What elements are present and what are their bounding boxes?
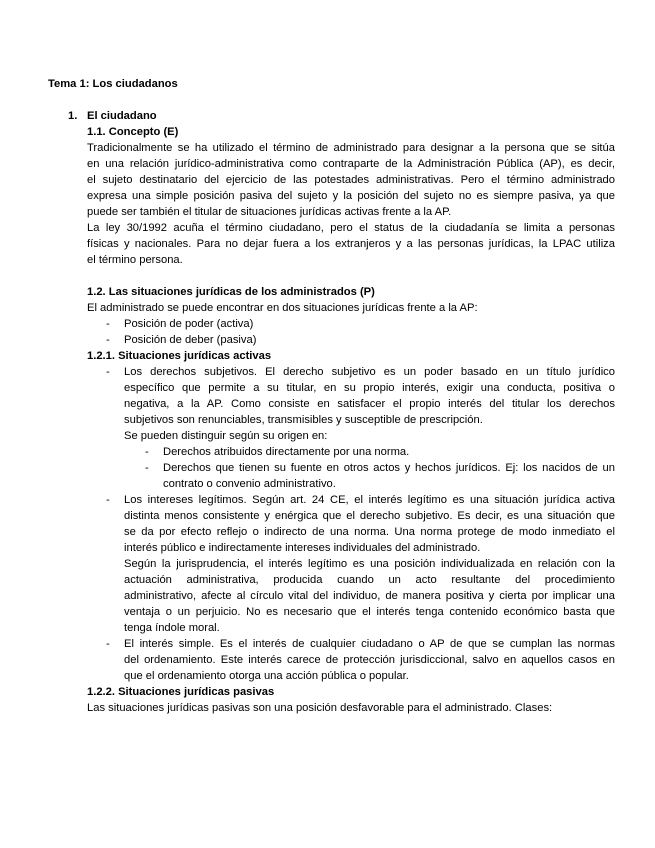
paragraph-line: El administrado se puede encontrar en dos situaciones jurídicas frente a la AP:	[87, 302, 478, 314]
list-item: Posición de deber (pasiva)	[124, 334, 257, 346]
subsection-heading-1-1: 1.1. Concepto (E)	[87, 126, 179, 138]
nested-list-item: contrato o convenio administrativo.	[163, 478, 336, 490]
list-item-line: que el ordenamiento otorga una acción pública o popular.	[124, 670, 409, 682]
subsection-heading-1-2-1: 1.2.1. Situaciones jurídicas activas	[87, 350, 272, 362]
list-dash: -	[106, 318, 110, 330]
list-dash: -	[145, 446, 149, 458]
list-item-line: ventaja o un perjuicio. No es necesario que el interés tenga contenido económico basta que	[124, 606, 615, 618]
list-item-line: tenga índole moral.	[124, 622, 220, 634]
list-item-line: Se pueden distinguir según su origen en:	[124, 430, 328, 442]
list-item-line: del ordenamiento. Este interés carece de protección jurisdiccional, salvo en aquellos casos en	[124, 654, 615, 666]
list-item-line: se da por efecto reflejo o indirecto de una norma. Una norma protege de modo inmediato el	[124, 526, 615, 538]
list-item-line: actuación administrativa, producida cuando un acto resultante del procedimiento	[124, 574, 615, 586]
list-item-line: administrativo, afecte al círculo vital del individuo, de manera positiva y cierta por implicar una	[124, 590, 615, 602]
list-item-line: interés público e indirectamente intereses individuales del administrado.	[124, 542, 481, 554]
paragraph-line: el término persona.	[87, 254, 183, 266]
paragraph-line: puede ser también el titular de situaciones jurídicas activas frente a la AP.	[87, 206, 452, 218]
list-item-line: Los intereses legítimos. Según art. 24 CE, el interés legítimo es una situación jurídica activa	[124, 494, 615, 506]
list-item-line: Los derechos subjetivos. El derecho subjetivo es un poder basado en un título jurídico	[124, 366, 615, 378]
list-dash: -	[106, 494, 110, 506]
list-item-line: negativa, a la AP. Como consiste en satisfacer el propio interés del titular los derechos	[124, 398, 615, 410]
page-title: Tema 1: Los ciudadanos	[48, 78, 178, 90]
section-heading: El ciudadano	[87, 110, 157, 122]
paragraph-line: físicas y nacionales. Para no dejar fuera a los extranjeros y a las personas jurídicas, la LPAC utiliza	[87, 238, 615, 250]
list-dash: -	[106, 366, 110, 378]
list-dash: -	[145, 462, 149, 474]
list-dash: -	[106, 334, 110, 346]
subsection-heading-1-2-2: 1.2.2. Situaciones jurídicas pasivas	[87, 686, 275, 698]
list-dash: -	[106, 638, 110, 650]
list-item: Posición de poder (activa)	[124, 318, 254, 330]
paragraph-line: Las situaciones jurídicas pasivas son una posición desfavorable para el administrado. Clases:	[87, 702, 553, 714]
paragraph-line: en una relación jurídico-administrativa como contraparte de la Administración Pública (AP), es decir,	[87, 158, 615, 170]
list-item-line: El interés simple. Es el interés de cualquier ciudadano o AP de que se cumplan las normas	[124, 638, 615, 650]
paragraph-line: La ley 30/1992 acuña el término ciudadano, pero el status de la ciudadanía se limita a personas	[87, 222, 615, 234]
section-number: 1.	[68, 110, 78, 122]
list-item-line: subjetivos son renunciables, transmisibles y susceptible de prescripción.	[124, 414, 483, 426]
subsection-heading-1-2: 1.2. Las situaciones jurídicas de los administrados (P)	[87, 286, 375, 298]
list-item-line: distinta menos consistente y enérgica que el derecho subjetivo. Es decir, es una situación que	[124, 510, 615, 522]
paragraph-line: Tradicionalmente se ha utilizado el término de administrado para designar a la persona que se sitúa	[87, 142, 615, 154]
paragraph-line: el sujeto destinatario del ejercicio de las potestades administrativas. Pero el término administrado	[87, 174, 615, 186]
list-item-line: específico que permite a su titular, en su propio interés, exigir una conducta, positiva o	[124, 382, 615, 394]
nested-list-item: Derechos atribuidos directamente por una norma.	[163, 446, 410, 458]
nested-list-item: Derechos que tienen su fuente en otros actos y hechos jurídicos. Ej: los nacidos de un	[163, 462, 615, 474]
list-item-line: Según la jurisprudencia, el interés legítimo es una posición individualizada en relación con la	[124, 558, 615, 570]
paragraph-line: expresa una simple posición pasiva del sujeto y la posición del sujeto no es siempre pasiva, ya que	[87, 190, 615, 202]
